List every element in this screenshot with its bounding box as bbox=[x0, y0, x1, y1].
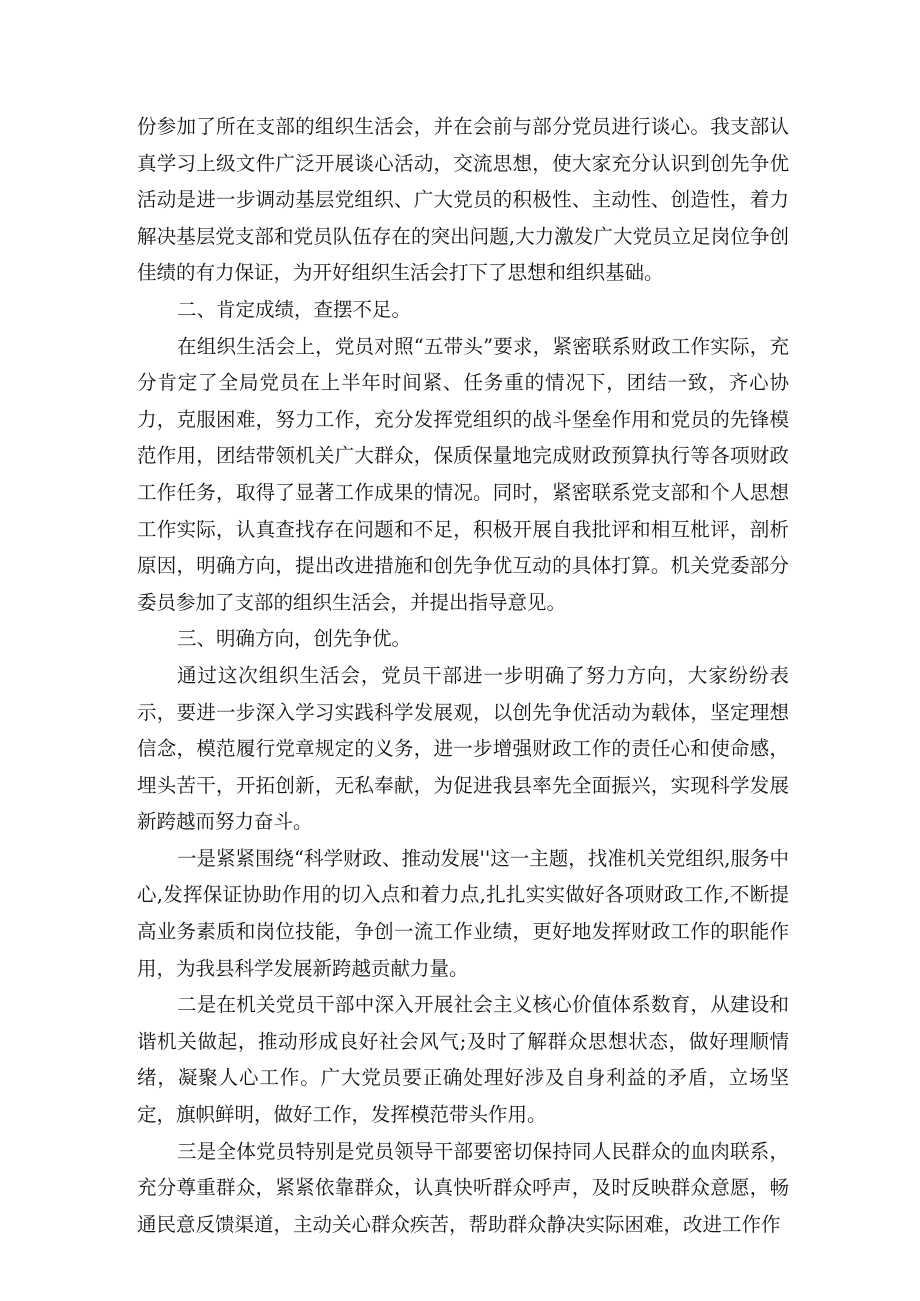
paragraph-clarify-direction: 通过这次组织生活会，党员干部进一步明确了努力方向，大家纷纷表示，要进一步深入学习实践科学发展观，以创先争优活动为载体，坚定理想信念，模范履行党章规定的义务，进一步增强财政工作的责任心和使命感，埋头苦干，开拓创新，无私奉献，为促进我县率先全面振兴，实现科学发展新跨越而努力奋斗。 bbox=[137, 663, 789, 834]
paragraph-point-one: 一是紧紧围绕“科学财政、推动发展''这一主题，找准机关党组织,服务中心,发挥保证协助作用的切入点和着力点,扎扎实实做好各项财政工作,不断提高业务素质和岗位技能，争创一流工作业绩，更好地发挥财政工作的职能作用，为我县科学发展新跨越贡献力量。 bbox=[137, 846, 789, 980]
paragraph-affirm-achievements: 在组织生活会上，党员对照“五带头”要求，紧密联系财政工作实际，充分肯定了全局党员在上半年时间紧、任务重的情况下，团结一致，齐心协力，克服困难，努力工作，充分发挥党组织的战斗堡垒作用和党员的先锋模范作用，团结带领机关广大群众，保质保量地完成财政预算执行等各项财政工作任务，取得了显著工作成果的情况。同时，紧密联系党支部和个人思想工作实际，认真查找存在问题和不足，积极开展自我批评和相互枇评，剖析原因，明确方向，提出改进措施和创先争优互动的具体打算。机关党委部分委员参加了支部的组织生活会，并提出指导意见。 bbox=[137, 334, 789, 614]
paragraph-point-three: 三是全体党员特别是党员领导干部要密切保持同人民群众的血肉联系，充分尊重群众，紧紧依靠群众，认真快听群众呼声，及时反映群众意愿，畅通民意反馈渠道，主动关心群众疾苦，帮助群众静决实际困难，改进工作作 bbox=[137, 1139, 789, 1236]
paragraph-point-two: 二是在机关党员干部中深入开展社会主义核心价值体系数育，从建设和谐机关做起，推动形成良好社会风气;及时了解群众思想状态，做好理顺情绪，凝聚人心工作。广大党员要正确处理好涉及自身利益的矛盾，立场坚定，旗帜鲜明，做好工作，发挥模范带头作用。 bbox=[137, 993, 789, 1127]
paragraph-continuation: 份参加了所在支部的组织生活会，并在会前与部分党员进行谈心。我支部认真学习上级文件广泛开展谈心活动，交流思想，使大家充分认识到创先争优活动是进一步调动基层党组织、广大党员的积极性、主动性、创造性，着力解决基层党支部和党员队伍存在的突出问题,大力激发广大党员立足岗位争创佳绩的有力保证，为开好组织生活会打下了思想和组织基础。 bbox=[137, 115, 789, 285]
document-body bbox=[137, 109, 789, 1243]
section-heading-2: 二、肯定成绩，查摆不足。 bbox=[177, 297, 412, 321]
section-heading-3: 三、明确方向，创先争优。 bbox=[177, 627, 412, 651]
